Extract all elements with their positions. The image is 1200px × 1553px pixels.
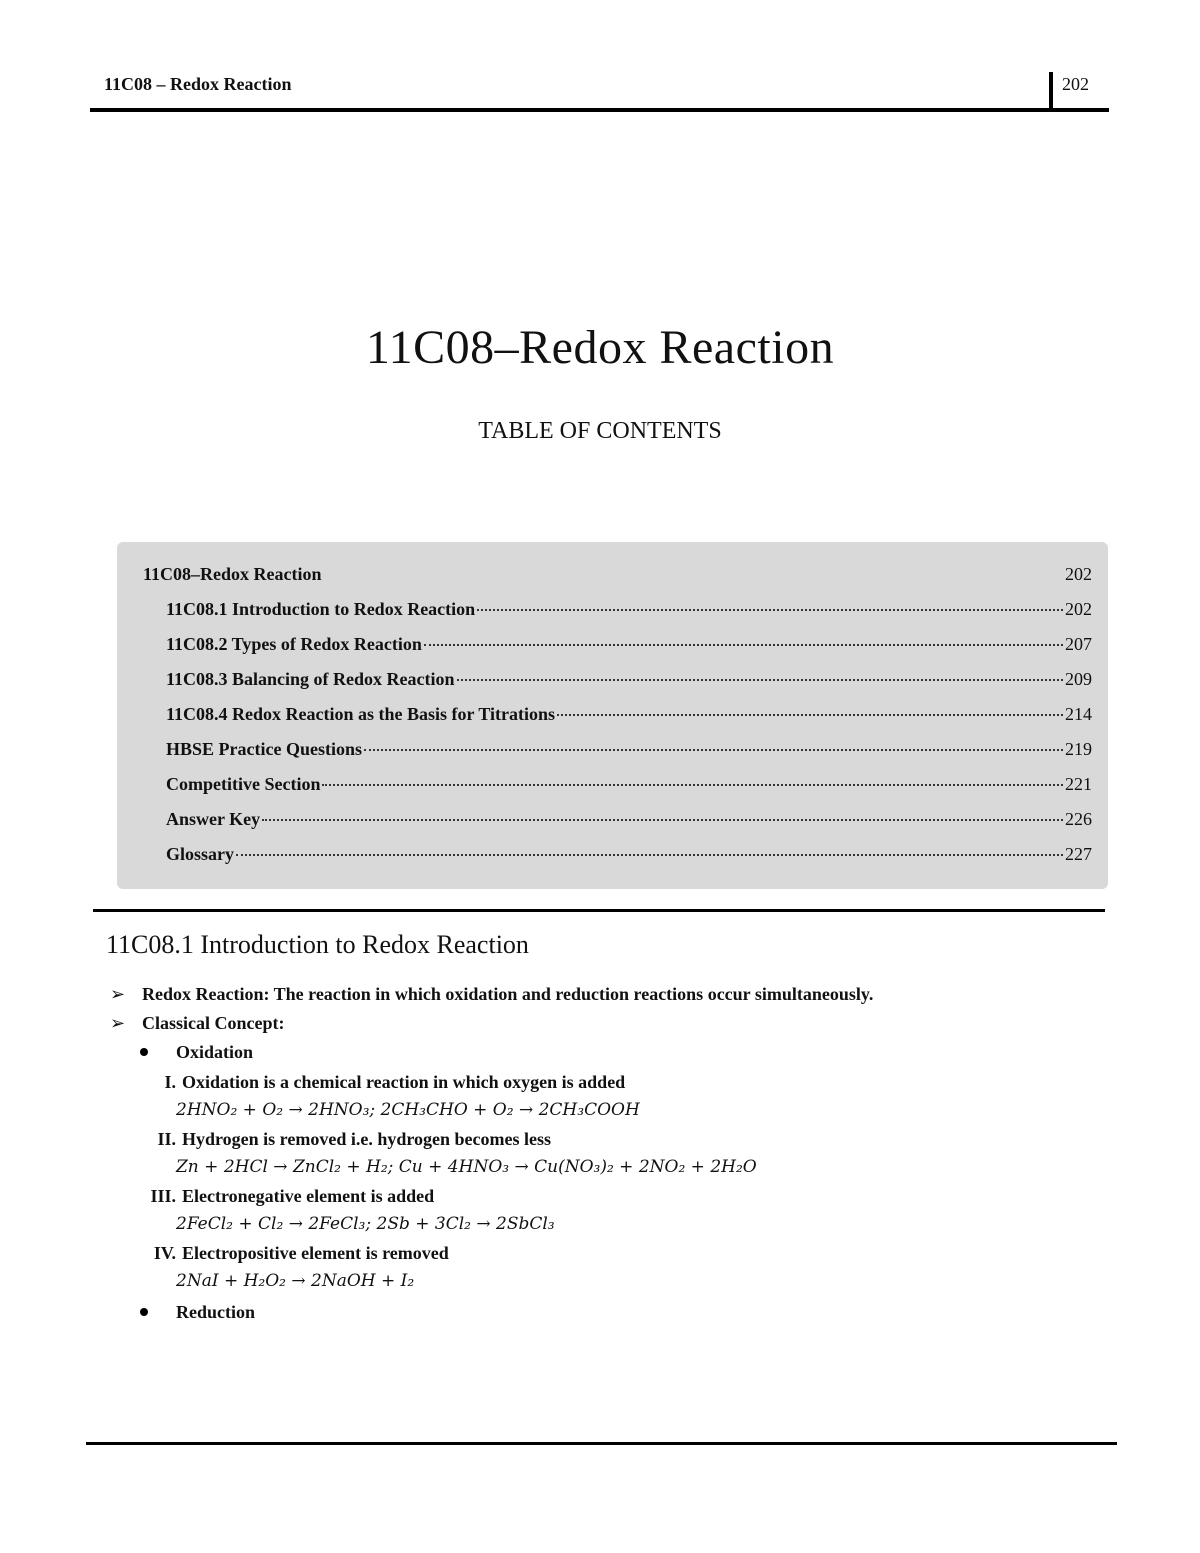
concept-label: Classical Concept:: [142, 1013, 285, 1033]
document-title: 11C08–Redox Reaction: [365, 321, 835, 374]
equation-text: Zn + 2HCl → ZnCl₂ + H₂; Cu + 4HNO₃ → Cu(NO₃)₂ + 2NO₂ + 2H₂O: [176, 1157, 757, 1177]
item-numeral: IV.: [153, 1243, 176, 1263]
toc-entry[interactable]: [166, 634, 1092, 660]
toc-entry-page: 227: [1065, 844, 1092, 864]
item-numeral: I.: [164, 1072, 176, 1092]
toc-entry[interactable]: [166, 774, 1092, 800]
toc-entry-page: 226: [1065, 809, 1092, 829]
item-text: Oxidation is a chemical reaction in which oxygen is added: [182, 1072, 626, 1092]
equation-text: 2NaI + H₂O₂ → 2NaOH + I₂: [176, 1271, 415, 1291]
toc-entry-page: 221: [1065, 774, 1092, 794]
toc-entry-label: 11C08–Redox Reaction: [143, 564, 322, 584]
toc-entry[interactable]: [166, 599, 1092, 625]
toc-leader-dots: [262, 819, 1063, 821]
definition-text: Redox Reaction: The reaction in which oxidation and reduction reactions occur simultaneously.: [142, 984, 874, 1004]
item-text: Electronegative element is added: [182, 1186, 435, 1206]
toc-entry-label: HBSE Practice Questions: [166, 739, 362, 759]
list-item: [110, 1243, 449, 1264]
toc-leader-dots: [557, 714, 1063, 716]
list-item: [110, 1302, 255, 1323]
toc-leader-dots: [236, 854, 1063, 856]
equation: [176, 1157, 757, 1177]
equation: [176, 1100, 640, 1120]
toc-entry[interactable]: [166, 669, 1092, 695]
header-rule: [90, 108, 1109, 112]
oxidation-label: Oxidation: [176, 1042, 254, 1062]
toc-entry[interactable]: [166, 704, 1092, 730]
list-item: [110, 1186, 434, 1207]
toc-entry[interactable]: [166, 739, 1092, 765]
arrow-bullet-icon: ➢: [110, 984, 126, 1004]
toc-entry-label: 11C08.2 Types of Redox Reaction: [166, 634, 422, 654]
toc-entry-label: Answer Key: [166, 809, 261, 829]
arrow-bullet-icon: ➢: [110, 1013, 126, 1033]
section-rule: [93, 909, 1105, 912]
toc-entry-label: Glossary: [166, 844, 235, 864]
toc-entry-page: 214: [1065, 704, 1092, 724]
toc-entry-page: 202: [1065, 599, 1092, 619]
bullet-icon: [110, 1302, 176, 1323]
toc-leader-dots: [477, 609, 1063, 611]
bullet-icon: [110, 1042, 176, 1063]
list-item: [110, 1129, 551, 1150]
item-text: Hydrogen is removed i.e. hydrogen becomes less: [182, 1129, 551, 1149]
toc-entry-label: 11C08.3 Balancing of Redox Reaction: [166, 669, 455, 689]
equation: [176, 1271, 414, 1291]
toc-leader-dots: [364, 749, 1063, 751]
list-item: [110, 984, 873, 1005]
list-item: [110, 1042, 253, 1063]
toc-leader-dots: [457, 679, 1063, 681]
list-item: [110, 1072, 625, 1093]
toc-entry[interactable]: [166, 809, 1092, 835]
running-header-page-number: 202: [1062, 74, 1089, 94]
item-numeral: III.: [150, 1186, 176, 1206]
table-of-contents: [117, 542, 1108, 889]
reduction-label: Reduction: [176, 1302, 256, 1322]
toc-heading: TABLE OF CONTENTS: [478, 418, 722, 444]
equation: [176, 1214, 555, 1234]
section-heading: 11C08.1 Introduction to Redox Reaction: [106, 930, 529, 959]
toc-entry-page: 209: [1065, 669, 1092, 689]
toc-leader-dots: [322, 784, 1063, 786]
equation-text: 2HNO₂ + O₂ → 2HNO₃; 2CH₃CHO + O₂ → 2CH₃COOH: [176, 1100, 640, 1120]
toc-entry-page: 207: [1065, 634, 1092, 654]
header-divider: [1049, 72, 1053, 112]
running-header: [104, 72, 1108, 108]
item-numeral: II.: [157, 1129, 176, 1149]
toc-entry-label: 11C08.4 Redox Reaction as the Basis for Titrations: [166, 704, 556, 724]
toc-entry[interactable]: [143, 564, 1092, 590]
running-header-title: 11C08 – Redox Reaction: [104, 74, 292, 94]
equation-text: 2FeCl₂ + Cl₂ → 2FeCl₃; 2Sb + 3Cl₂ → 2SbCl₃: [176, 1214, 555, 1234]
toc-entry-label: 11C08.1 Introduction to Redox Reaction: [166, 599, 476, 619]
item-text: Electropositive element is removed: [182, 1243, 449, 1263]
list-item: [110, 1013, 285, 1034]
toc-entry[interactable]: [166, 844, 1092, 870]
footer-rule: [86, 1442, 1117, 1445]
toc-entry-page: 219: [1065, 739, 1092, 759]
toc-entry-page: 202: [1065, 564, 1092, 584]
toc-leader-dots: [424, 644, 1063, 646]
toc-entry-label: Competitive Section: [166, 774, 321, 794]
